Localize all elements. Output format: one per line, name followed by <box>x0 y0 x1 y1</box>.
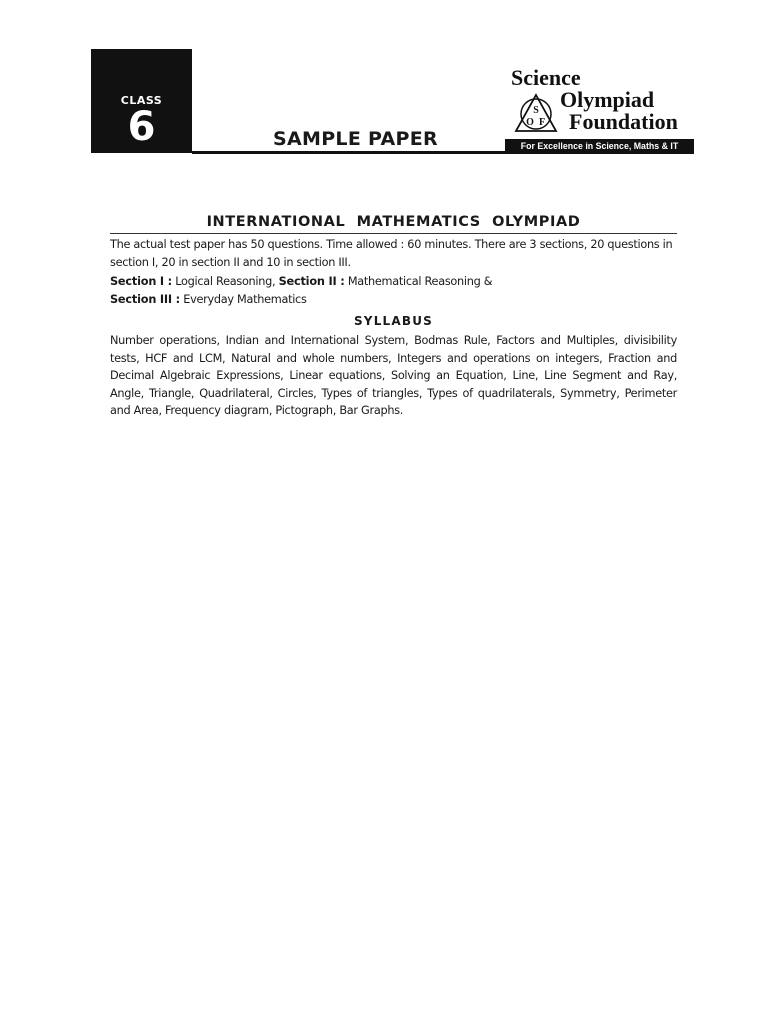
section-label: Section I : <box>110 275 172 288</box>
sections-line-1 <box>110 273 677 291</box>
section-name: Logical Reasoning, <box>175 275 276 288</box>
logo-line-science: Science <box>511 65 581 90</box>
emblem-letter-s: S <box>533 105 539 116</box>
page-title: SAMPLE PAPER <box>273 128 438 150</box>
emblem-letter-f: F <box>538 117 546 128</box>
logo-tagline: For Excellence in Science, Maths & IT <box>505 139 694 154</box>
class-label: CLASS <box>120 94 163 107</box>
sof-emblem-icon <box>513 92 559 134</box>
emblem-letter-o: O <box>526 117 534 128</box>
class-number: 6 <box>127 104 156 150</box>
section-label: Section II : <box>278 275 345 288</box>
logo-line-foundation: Foundation <box>569 109 678 134</box>
intro-paragraph: The actual test paper has 50 questions. Time allowed : 60 minutes. There are 3 sections, 20 questions in section I, 20 in section II and 10 in section III. <box>110 238 673 269</box>
section-name: Everyday Mathematics <box>183 292 307 306</box>
document-title: INTERNATIONAL MATHEMATICS OLYMPIAD <box>110 214 677 234</box>
section-name: Mathematical Reasoning & <box>347 275 493 288</box>
logo-line-olympiad: Olympiad <box>560 87 655 112</box>
sections-line-2 <box>110 291 677 309</box>
syllabus-heading: SYLLABUS <box>353 314 434 328</box>
section-label: Section III : <box>110 292 180 306</box>
syllabus-paragraph: Number operations, Indian and International System, Bodmas Rule, Factors and Multiples, divisibility tests, HCF and LCM, Natural and whole numbers, Integers and operations on integers, Fraction and Decimal Algebraic Expressions, Linear equations, Solving an Equation, Line, Line Segment and Ray, Angle, Triangle, Quadrilateral, Circles, Types of triangles, Types of quadrilaterals, Symmetry, Perimeter and Area, Frequency diagram, Pictograph, Bar Graphs. <box>110 334 677 417</box>
sof-logo <box>509 66 695 150</box>
document-body <box>110 214 677 420</box>
class-badge <box>91 49 192 153</box>
